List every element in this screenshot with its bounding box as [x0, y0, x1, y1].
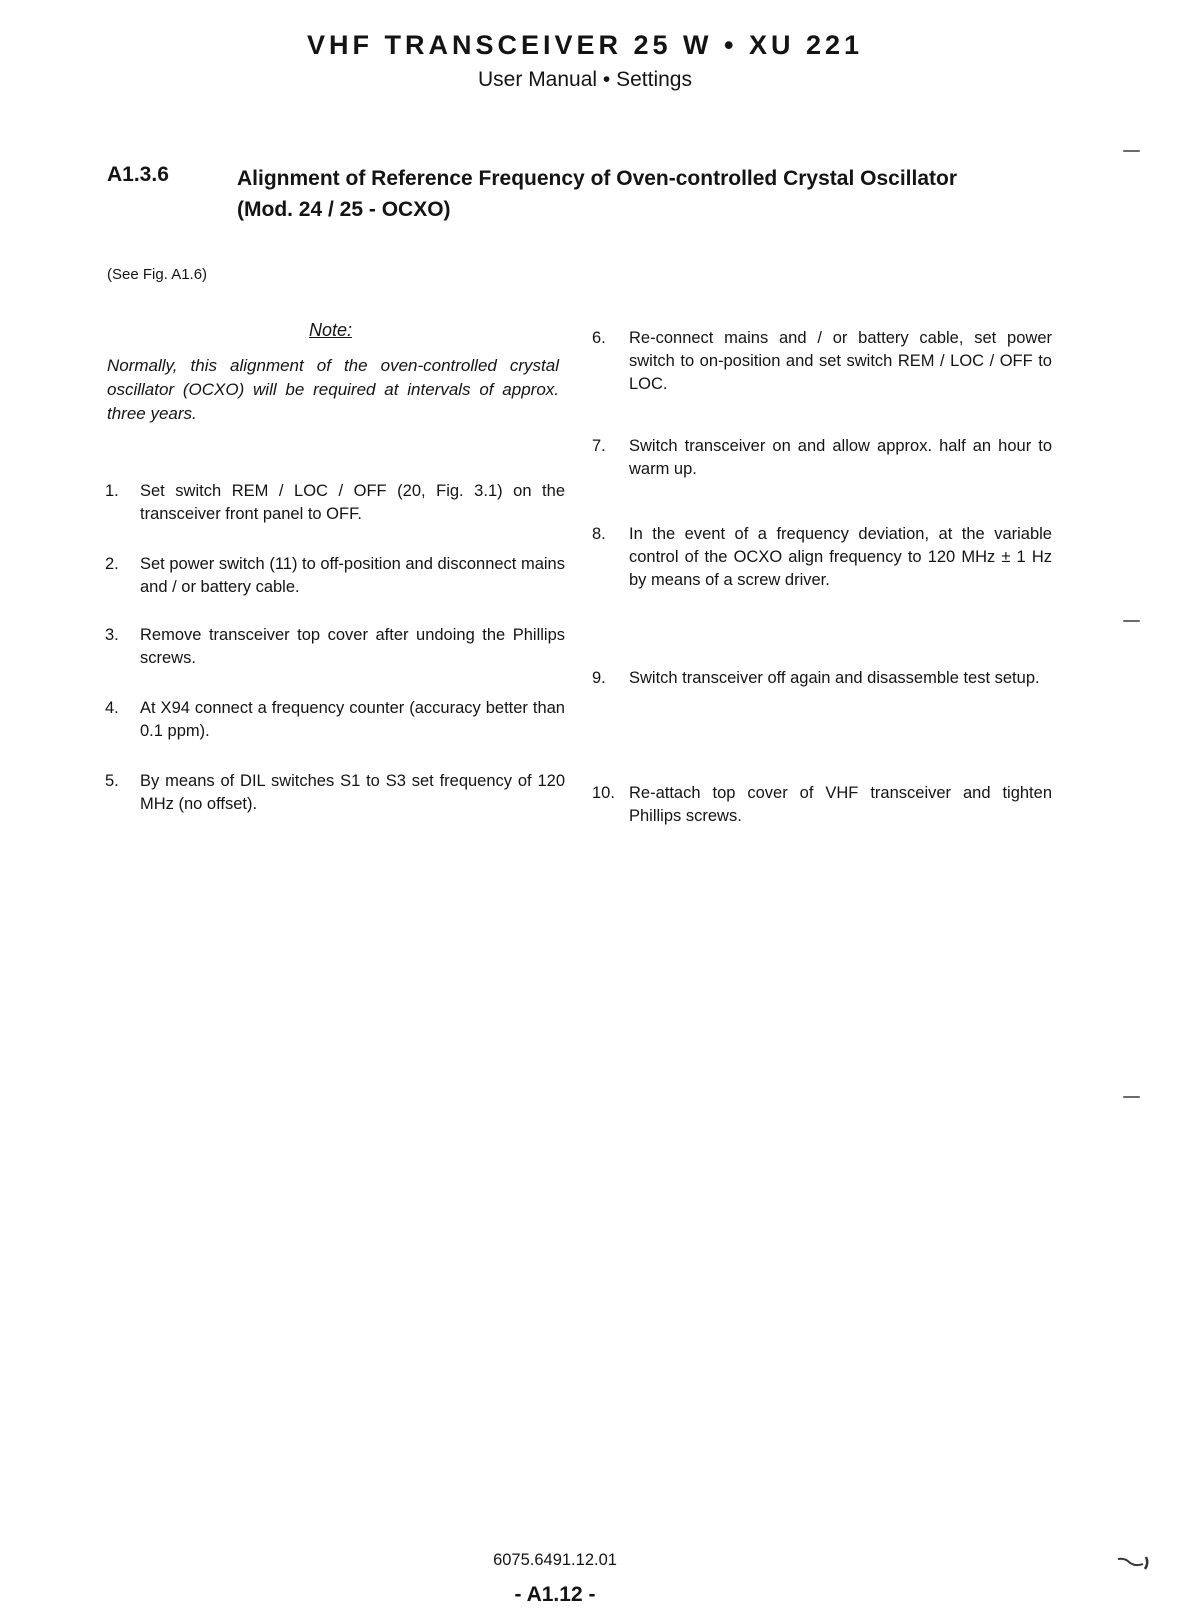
- step-text: Re-attach top cover of VHF transceiver and tighten Phillips screws.: [629, 784, 1052, 825]
- step-text: Re-connect mains and / or battery cable, set power switch to on-position and set switch REM / LOC / OFF to LOC.: [629, 329, 1052, 393]
- note-heading: Note:: [309, 320, 353, 340]
- edge-mark: [1123, 150, 1140, 152]
- section-number: A1.3.6: [107, 163, 169, 186]
- step-3: [105, 624, 565, 670]
- edge-mark: [1123, 620, 1140, 622]
- step-text: By means of DIL switches S1 to S3 set frequency of 120 MHz (no offset).: [140, 772, 565, 813]
- document-title: VHF TRANSCEIVER 25 W • XU 221: [306, 30, 864, 60]
- step-number: 1.: [105, 482, 119, 500]
- step-7: [592, 435, 1052, 481]
- step-text: Set switch REM / LOC / OFF (20, Fig. 3.1) on the transceiver front panel to OFF.: [140, 482, 565, 523]
- step-text: At X94 connect a frequency counter (accuracy better than 0.1 ppm).: [140, 699, 565, 740]
- step-number: 7.: [592, 437, 606, 455]
- step-text: Switch transceiver off again and disassemble test setup.: [629, 669, 1040, 687]
- step-text: Set power switch (11) to off-position and disconnect mains and / or battery cable.: [140, 555, 565, 596]
- step-4: [105, 697, 565, 743]
- step-number: 9.: [592, 669, 606, 687]
- step-8: [592, 523, 1052, 592]
- pen-mark-icon: [1115, 1552, 1155, 1576]
- step-10: [592, 782, 1052, 828]
- figure-reference: (See Fig. A1.6): [107, 266, 208, 283]
- step-6: [592, 327, 1052, 396]
- step-number: 5.: [105, 772, 119, 790]
- step-text: In the event of a frequency deviation, at the variable control of the OCXO align frequency to 120 MHz ± 1 Hz by means of a screw driver.: [629, 525, 1052, 589]
- edge-mark: [1123, 1096, 1140, 1098]
- step-number: 3.: [105, 626, 119, 644]
- step-number: 10.: [592, 784, 615, 802]
- step-number: 8.: [592, 525, 606, 543]
- section-title: Alignment of Reference Frequency of Oven-controlled Crystal Oscillator (Mod. 24 / 25 - OCXO): [237, 167, 957, 221]
- step-9: [592, 667, 1052, 690]
- step-1: [105, 480, 565, 526]
- document-number: 6075.6491.12.01: [493, 1551, 617, 1569]
- step-text: Remove transceiver top cover after undoing the Phillips screws.: [140, 626, 565, 667]
- step-number: 4.: [105, 699, 119, 717]
- step-number: 6.: [592, 329, 606, 347]
- note-text: Normally, this alignment of the oven-controlled crystal oscillator (OCXO) will be required at intervals of approx. three years.: [107, 356, 559, 423]
- page-number: - A1.12 -: [514, 1583, 596, 1606]
- document-subtitle: User Manual • Settings: [478, 68, 692, 91]
- step-text: Switch transceiver on and allow approx. half an hour to warm up.: [629, 437, 1052, 478]
- step-5: [105, 770, 565, 816]
- step-number: 2.: [105, 555, 119, 573]
- step-2: [105, 553, 565, 599]
